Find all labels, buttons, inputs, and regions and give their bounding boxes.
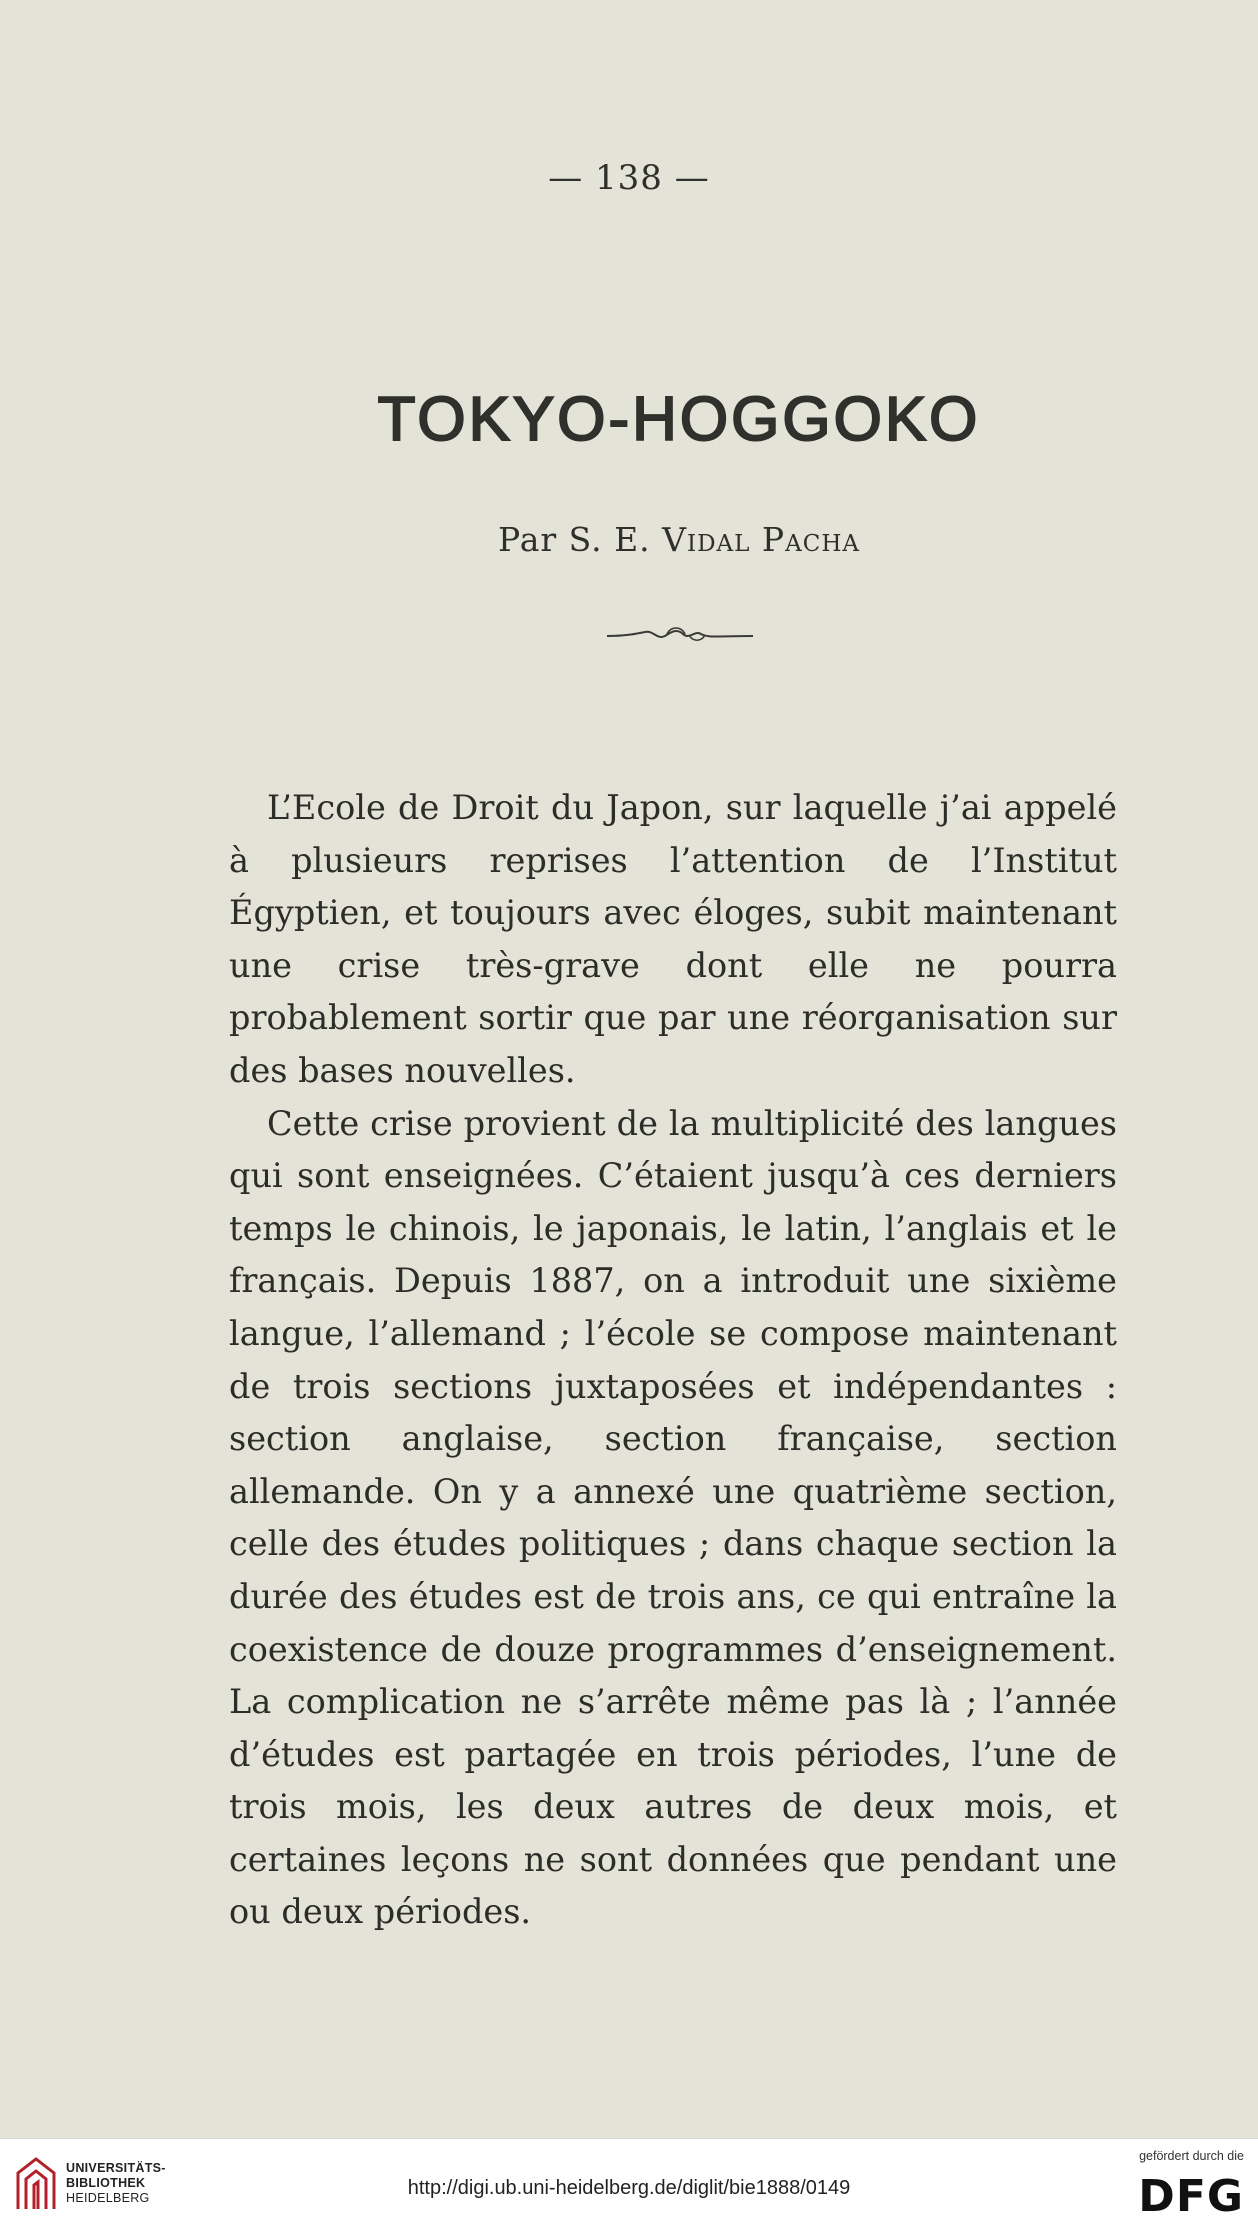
permalink-url[interactable]: http://digi.ub.uni-heidelberg.de/diglit/bie1888/0149 (407, 2177, 851, 2199)
sponsor-caption: gefördert durch die (1139, 2149, 1244, 2163)
viewer-footer (0, 2138, 1258, 2230)
body-text (229, 782, 1117, 1939)
ornament-divider (605, 622, 755, 650)
paragraph-2: Cette crise provient de la multiplicité des langues qui sont enseignées. C’étaient jusqu’à ces derniers temps le chinois, le japonais, le latin, l’anglais et le français. Depuis 1887, on a introduit une sixième langue, l’allemand ; l’école se compose maintenant de trois sections juxtaposées et indépendantes : section anglaise, section française, section allemande. On y a annexé une quatrième section, celle des études politiques ; dans chaque section la durée des études est de trois ans, ce qui entraîne la coexistence de douze programmes d’enseignement. La complication ne s’arrête même pas là ; l’année d’études est partagée en trois périodes, l’une de trois mois, les deux autres de deux mois, et certaines leçons ne sont données que pendant une ou deux périodes. (229, 1103, 1117, 1932)
author-line (0, 520, 1258, 559)
library-name-line-3: HEIDELBERG (66, 2191, 150, 2205)
page-number: — 138 — (548, 158, 710, 198)
author-prefix: Par S. E. (498, 520, 651, 559)
library-name-line-1: UNIVERSITÄTS- (66, 2161, 166, 2175)
library-name-line-2: BIBLIOTHEK (66, 2176, 146, 2190)
article-title-text: TOKYO-HOGGOKO (377, 385, 981, 454)
article-title (0, 384, 1258, 455)
dfg-logo[interactable]: DFG (1138, 2171, 1244, 2222)
paragraph-1: L’Ecole de Droit du Japon, sur laquelle j’ai appelé à plusieurs reprises l’attention de l’Institut Égyptien, et toujours avec éloges, subit maintenant une crise très-grave dont elle ne pourra probablement sortir que par une réorganisation sur des bases nouvelles. (229, 788, 1117, 1090)
author-name: Vidal Pacha (662, 520, 860, 559)
